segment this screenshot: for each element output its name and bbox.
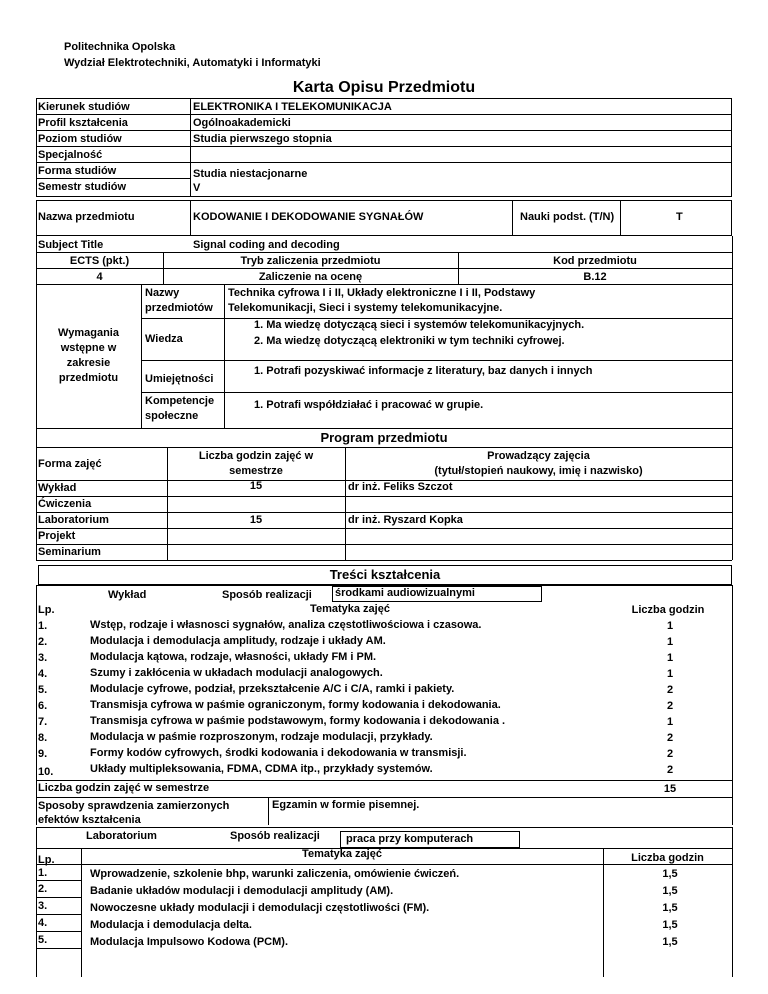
university-name: Politechnika Opolska (64, 41, 176, 53)
verification-value: Egzamin w formie pisemnej. (272, 799, 420, 811)
lab-lp: 3. (38, 900, 48, 912)
lecture-topic: Modulacja i demodulacja amplitudy, rodzaje i układy AM. (90, 635, 386, 647)
lab-lp: 2. (38, 883, 48, 895)
basic-sciences-label: Nauki podst. (T/N) (520, 211, 615, 223)
study-value-field: ELEKTRONIKA I TELEKOMUNIKACJA (193, 101, 392, 113)
subject-name-label: Nazwa przedmiotu (38, 211, 135, 223)
program-title: Program przedmiotu (320, 430, 448, 445)
lecture-topic: Układy multipleksowania, FDMA, CDMA itp., przykłady systemów. (90, 763, 433, 775)
lecture-method-value: środkami audiowizualnymi (335, 587, 475, 599)
lecture-col-hours: Liczba godzin (631, 604, 705, 616)
study-value-form: Studia niestacjonarne (193, 168, 308, 180)
lecture-hours: 1 (666, 716, 674, 728)
program-form-seminar: Seminarium (38, 546, 101, 558)
lecture-hours: 2 (666, 700, 674, 712)
lecture-topic: Modulacja w paśmie rozproszonym, rodzaje modulacji, przykłady. (90, 731, 433, 743)
lecture-lp: 4. (38, 668, 48, 680)
lab-col-topic: Tematyka zajęć (302, 848, 382, 860)
program-form-exercises: Ćwiczenia (38, 498, 92, 510)
program-form-laboratory: Laboratorium (38, 514, 109, 526)
lab-label: Laboratorium (86, 830, 157, 842)
lecture-hours: 1 (666, 636, 674, 648)
knowledge-label: Wiedza (145, 333, 183, 345)
program-col-form: Forma zajęć (38, 458, 102, 470)
lecture-col-topic: Tematyka zajęć (310, 603, 390, 615)
lab-topic: Nowoczesne układy modulacji i demodulacji częstotliwości (FM). (90, 902, 430, 914)
lab-hours: 1,5 (662, 868, 678, 880)
ects-label: ECTS (pkt.) (69, 255, 130, 267)
lab-topic: Modulacja i demodulacja delta. (90, 919, 252, 931)
lab-hours: 1,5 (662, 919, 678, 931)
ects-value: 4 (96, 271, 103, 283)
skills-label: Umiejętności (145, 373, 214, 385)
program-col-teacher-2: (tytuł/stopień naukowy, imię i nazwisko) (434, 465, 643, 477)
lecture-lp: 3. (38, 652, 48, 664)
lecture-lp: 9. (38, 748, 48, 760)
study-value-semester: V (193, 182, 201, 194)
lab-method-label: Sposób realizacji (230, 830, 320, 842)
lecture-hours: 2 (666, 684, 674, 696)
lab-lp: 1. (38, 867, 48, 879)
lecture-topic: Modulacje cyfrowe, podział, przekształcenie A/C i C/A, ramki i pakiety. (90, 683, 455, 695)
subject-name-value: KODOWANIE I DEKODOWANIE SYGNAŁÓW (193, 211, 424, 223)
skills-item-1: 1. Potrafi pozyskiwać informacje z literatury, baz danych i innych (254, 365, 593, 377)
lab-method-value: praca przy komputerach (346, 833, 474, 845)
content-title: Treści kształcenia (329, 567, 441, 582)
lab-col-hours: Liczba godzin (631, 852, 704, 864)
lecture-topic: Wstęp, rodzaje i własnosci sygnałów, analiza częstotliwościowa i czasowa. (90, 619, 482, 631)
lecture-topic: Formy kodów cyfrowych, środki kodowania i dekodowania w transmisji. (90, 747, 467, 759)
study-label-profile: Profil kształcenia (38, 117, 128, 129)
verification-label-1: Sposoby sprawdzenia zamierzonych (38, 800, 230, 812)
requirements-label-3: zakresie (66, 357, 111, 369)
lecture-topic: Szumy i zakłócenia w układach modulacji analogowych. (90, 667, 383, 679)
subject-title-label: Subject Title (38, 239, 104, 251)
card-title: Karta Opisu Przedmiotu (292, 79, 476, 96)
lecture-topic: Transmisja cyfrowa w paśmie ograniczonym, formy kodowania i dekodowania. (90, 699, 501, 711)
study-label-level: Poziom studiów (38, 133, 122, 145)
lecture-lp: 2. (38, 636, 48, 648)
social-competences-item-1: 1. Potrafi współdziałać i pracować w grupie. (254, 399, 484, 411)
verification-label-2: efektów kształcenia (38, 814, 141, 826)
program-lab-teacher: dr inż. Ryszard Kopka (348, 514, 463, 526)
study-value-profile: Ogólnoakademicki (193, 117, 291, 129)
lab-topic: Wprowadzenie, szkolenie bhp, warunki zaliczenia, omówienie ćwiczeń. (90, 868, 460, 880)
program-lecture-teacher: dr inż. Feliks Szczot (348, 481, 453, 493)
lab-hours: 1,5 (662, 885, 678, 897)
lecture-total-label: Liczba godzin zajęć w semestrze (38, 782, 210, 794)
study-label-semester: Semestr studiów (38, 181, 127, 193)
subject-title-value: Signal coding and decoding (193, 239, 340, 251)
program-form-lecture: Wykład (38, 482, 77, 494)
lab-lp: 5. (38, 934, 48, 946)
lecture-hours: 1 (666, 668, 674, 680)
study-label-field: Kierunek studiów (38, 101, 130, 113)
program-lab-hours: 15 (249, 514, 263, 526)
prereq-subjects-value-2: Telekomunikacji, Sieci i systemy telekomunikacyjne. (228, 302, 503, 314)
lab-hours: 1,5 (662, 936, 678, 948)
prereq-subjects-label-2: przedmiotów (145, 302, 213, 314)
requirements-label-1: Wymagania (58, 327, 119, 339)
lecture-lp: 10. (38, 766, 54, 778)
lab-hours: 1,5 (662, 902, 678, 914)
lecture-topic: Transmisja cyfrowa w paśmie podstawowym, formy kodowania i dekodowania . (90, 715, 506, 727)
lecture-hours: 1 (666, 620, 674, 632)
subject-code-value: B.12 (583, 271, 607, 283)
assessment-mode-label: Tryb zaliczenia przedmiotu (240, 255, 381, 267)
lecture-hours: 2 (666, 764, 674, 776)
lecture-lp: 8. (38, 732, 48, 744)
program-form-project: Projekt (38, 530, 76, 542)
requirements-label-2: wstępne w (60, 342, 117, 354)
lecture-hours: 1 (666, 652, 674, 664)
lecture-topic: Modulacja kątowa, rodzaje, własności, układy FM i PM. (90, 651, 377, 663)
basic-sciences-value: T (676, 211, 683, 223)
subject-code-label: Kod przedmiotu (553, 255, 637, 267)
lecture-lp: 6. (38, 700, 48, 712)
program-col-teacher-1: Prowadzący zajęcia (487, 450, 590, 462)
lecture-hours: 2 (666, 748, 674, 760)
study-label-specialty: Specjalność (38, 149, 103, 161)
lab-topic: Badanie układów modulacji i demodulacji amplitudy (AM). (90, 885, 394, 897)
lecture-label: Wykład (108, 589, 147, 601)
knowledge-item-1: 1. Ma wiedzę dotyczącą sieci i systemów telekomunikacyjnych. (254, 319, 585, 331)
lecture-lp: 5. (38, 684, 48, 696)
program-lecture-hours: 15 (249, 480, 263, 492)
lecture-col-lp: Lp. (38, 604, 55, 616)
lecture-method-label: Sposób realizacji (222, 589, 312, 601)
lab-topic: Modulacja Impulsowo Kodowa (PCM). (90, 936, 288, 948)
faculty-name: Wydział Elektrotechniki, Automatyki i Informatyki (64, 57, 321, 69)
program-col-hours-2: semestrze (229, 465, 283, 477)
assessment-mode-value: Zaliczenie na ocenę (258, 271, 363, 283)
lecture-lp: 7. (38, 716, 48, 728)
social-competences-label-1: Kompetencje (145, 395, 215, 407)
prereq-subjects-label-1: Nazwy (145, 287, 180, 299)
prereq-subjects-value-1: Technika cyfrowa I i II, Układy elektroniczne I i II, Podstawy (228, 287, 536, 299)
study-value-level: Studia pierwszego stopnia (193, 133, 332, 145)
lab-col-lp: Lp. (38, 854, 55, 866)
knowledge-item-2: 2. Ma wiedzę dotyczącą elektroniki w tym techniki cyfrowej. (254, 335, 565, 347)
program-col-hours-1: Liczba godzin zajęć w (198, 450, 314, 462)
social-competences-label-2: społeczne (145, 410, 199, 422)
lab-lp: 4. (38, 917, 48, 929)
lecture-lp: 1. (38, 620, 48, 632)
requirements-label-4: przedmiotu (58, 372, 119, 384)
lecture-total-value: 15 (663, 783, 677, 795)
study-label-form: Forma studiów (38, 165, 117, 177)
lecture-hours: 2 (666, 732, 674, 744)
